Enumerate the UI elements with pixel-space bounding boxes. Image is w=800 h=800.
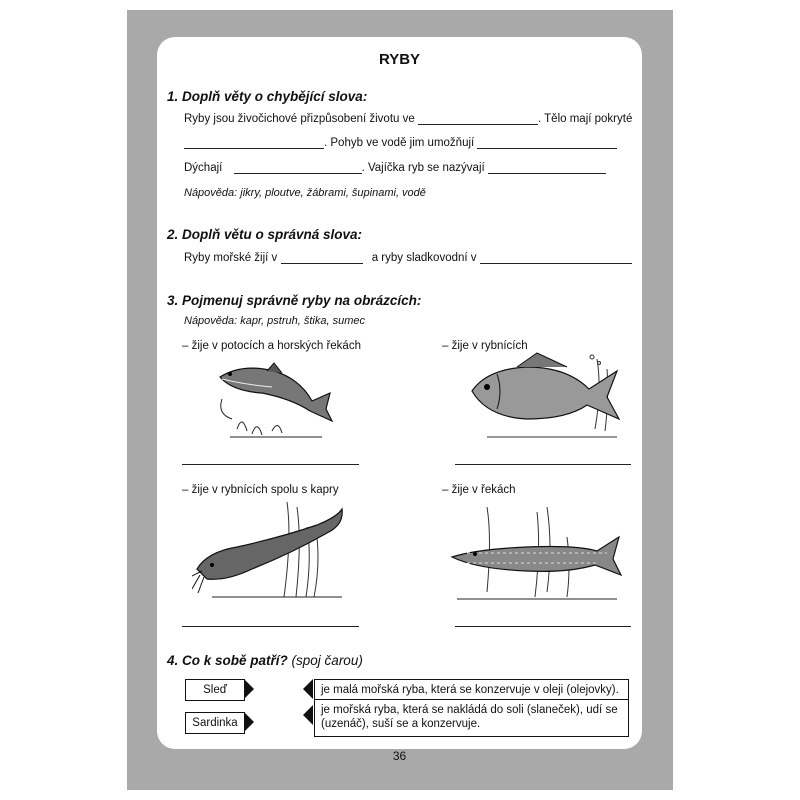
answer-line-trout[interactable]	[182, 463, 359, 465]
caption-pike: – žije v řekách	[442, 484, 516, 496]
worksheet-card	[157, 37, 642, 763]
arrow-left-icon	[303, 679, 313, 699]
arrow-right-icon	[244, 679, 254, 699]
pike-illustration	[447, 507, 627, 607]
section4-heading	[167, 653, 363, 668]
blank-6[interactable]	[281, 262, 363, 264]
answer-line-catfish[interactable]	[182, 625, 359, 627]
blank-4[interactable]	[234, 172, 362, 174]
catfish-illustration	[192, 497, 352, 607]
s2-line1	[184, 252, 632, 264]
section1-heading: 1. Doplň věty o chybějící slova:	[167, 89, 368, 104]
arrow-right-icon	[244, 712, 254, 732]
caption-carp: – žije v rybnících	[442, 340, 528, 352]
blank-2[interactable]	[184, 147, 324, 149]
s3-hint: Nápověda: kapr, pstruh, štika, sumec	[184, 315, 365, 327]
s2-line1-text-b: a ryby sladkovodní v	[371, 252, 477, 264]
s1-line3	[184, 162, 606, 174]
s1-line1-text-b: . Tělo mají pokryté	[537, 113, 633, 125]
match-left-sled[interactable]: Sleď	[185, 679, 245, 701]
page-number: 36	[392, 749, 407, 763]
s1-line1-text-a: Ryby jsou živočichové přizpůsobení životu ve	[184, 113, 415, 125]
caption-trout: – žije v potocích a horských řekách	[182, 340, 361, 352]
answer-line-pike[interactable]	[455, 625, 631, 627]
s1-line1	[184, 113, 632, 125]
s1-line2-text: . Pohyb ve vodě jim umožňují	[324, 137, 475, 149]
blank-5[interactable]	[488, 172, 606, 174]
caption-catfish: – žije v rybnících spolu s kapry	[182, 484, 339, 496]
trout-illustration	[212, 359, 342, 444]
s2-line1-text-a: Ryby mořské žijí v	[184, 252, 278, 264]
carp-illustration	[467, 349, 627, 444]
s1-line3-text-a: Dýchají	[184, 162, 223, 174]
arrow-left-icon	[303, 705, 313, 725]
s1-hint: Nápověda: jikry, ploutve, žábrami, šupinami, vodě	[184, 187, 426, 199]
section4-heading-text: 4. Co k sobě patří?	[167, 653, 288, 668]
blank-3[interactable]	[477, 147, 617, 149]
match-left-sardinka[interactable]: Sardinka	[185, 712, 245, 734]
page-title: RYBY	[378, 51, 421, 68]
match-right-1[interactable]: je malá mořská ryba, která se konzervuje v oleji (olejovky).	[314, 679, 629, 701]
section4-heading-suffix: (spoj čarou)	[291, 653, 363, 668]
s1-line3-text-b: . Vajíčka ryb se nazývají	[361, 162, 485, 174]
match-right-2[interactable]: je mořská ryba, která se nakládá do soli (slaneček), udí se (uzenáč), suší se a konzervuje.	[314, 699, 629, 737]
answer-line-carp[interactable]	[455, 463, 631, 465]
section3-heading: 3. Pojmenuj správně ryby na obrázcích:	[167, 293, 422, 308]
blank-1[interactable]	[418, 123, 538, 125]
section2-heading: 2. Doplň větu o správná slova:	[167, 227, 363, 242]
blank-7[interactable]	[480, 262, 632, 264]
s1-line2	[184, 137, 617, 149]
